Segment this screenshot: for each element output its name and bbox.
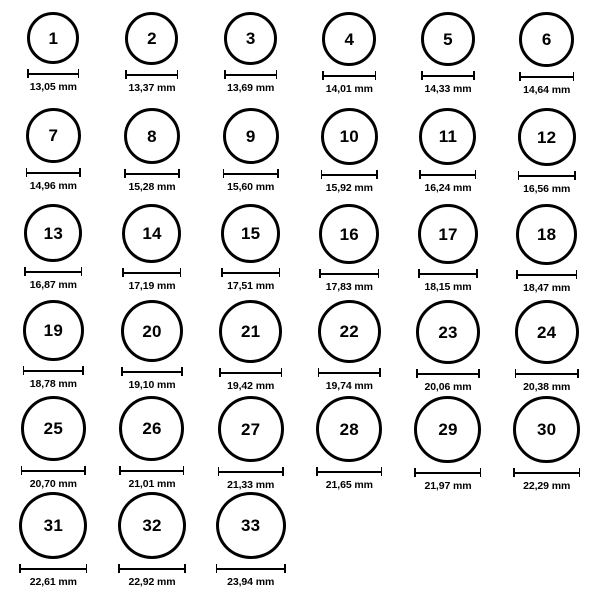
ring-circle (418, 204, 478, 264)
measure-bar (24, 271, 82, 273)
diameter-measure-line (515, 369, 579, 378)
measure-tick-left (516, 270, 518, 279)
measure-tick-right (180, 268, 182, 277)
ring-size-number: 26 (142, 419, 162, 438)
measure-bar (119, 470, 184, 472)
diameter-measure-line (223, 169, 279, 178)
measure-tick-right (281, 368, 283, 377)
diameter-label: 17,19 mm (128, 280, 176, 292)
ring-size-cell (399, 12, 498, 108)
diameter-label: 15,60 mm (227, 181, 275, 193)
diameter-label: 20,70 mm (29, 478, 77, 490)
diameter-label: 16,56 mm (523, 183, 571, 195)
diameter-label: 18,47 mm (523, 282, 571, 294)
ring-size-cell (300, 204, 399, 300)
measure-tick-right (183, 466, 185, 475)
measure-bar (219, 372, 282, 374)
ring-size-number: 27 (241, 419, 261, 439)
ring-circle (316, 396, 382, 462)
measure-tick-right (378, 269, 380, 278)
ring-size-cell (399, 204, 498, 300)
diameter-measure-line (23, 366, 84, 375)
ring-size-cell (103, 396, 202, 492)
ring-size-number: 17 (438, 224, 458, 244)
measure-tick-right (376, 170, 378, 179)
measure-tick-right (279, 268, 281, 277)
ring-circle (519, 12, 574, 67)
ring-circle (124, 108, 180, 164)
measure-tick-right (473, 71, 475, 80)
measure-tick-left (322, 71, 324, 80)
ring-size-cell (497, 12, 596, 108)
measure-tick-right (480, 468, 482, 477)
diameter-measure-line (516, 270, 577, 279)
ring-size-cell (103, 108, 202, 204)
measure-tick-right (79, 168, 81, 177)
measure-tick-left (23, 366, 25, 375)
diameter-measure-line (218, 467, 284, 476)
measure-bar (223, 173, 279, 175)
diameter-measure-line (119, 466, 184, 475)
measure-bar (414, 472, 481, 474)
ring-size-number: 6 (541, 30, 552, 49)
ring-size-cell (399, 300, 498, 396)
measure-tick-right (276, 70, 278, 79)
ring-circle (216, 492, 286, 559)
diameter-measure-line (319, 269, 379, 278)
ring-size-number: 8 (147, 126, 157, 146)
measure-bar (418, 273, 478, 275)
diameter-label: 21,01 mm (128, 478, 176, 490)
measure-tick-left (416, 369, 418, 378)
diameter-measure-line (518, 171, 576, 180)
diameter-measure-line (24, 267, 82, 276)
measure-tick-right (178, 169, 180, 178)
ring-size-cell (201, 300, 300, 396)
diameter-measure-line (122, 268, 181, 277)
measure-bar (419, 174, 476, 176)
ring-size-number: 31 (43, 516, 63, 536)
ring-circle (119, 396, 184, 461)
ring-size-cell (201, 204, 300, 300)
ring-size-number: 30 (537, 420, 557, 439)
ring-size-number: 22 (339, 322, 359, 341)
ring-circle (224, 12, 277, 65)
diameter-label: 14,33 mm (424, 83, 472, 95)
measure-tick-left (318, 368, 320, 377)
measure-tick-left (24, 267, 26, 276)
ring-size-number: 3 (245, 29, 256, 48)
measure-tick-right (181, 367, 183, 376)
measure-bar (121, 371, 183, 373)
ring-size-number: 33 (241, 516, 261, 536)
measure-tick-left (319, 269, 321, 278)
measure-tick-right (576, 270, 578, 279)
measure-tick-right (78, 69, 80, 78)
measure-bar (321, 174, 378, 176)
ring-circle (318, 300, 381, 363)
measure-tick-right (277, 169, 279, 178)
measure-bar (318, 372, 381, 374)
ring-size-cell (399, 396, 498, 492)
measure-tick-right (282, 467, 284, 476)
ring-size-number: 4 (344, 29, 355, 49)
diameter-measure-line (219, 368, 282, 377)
measure-tick-left (122, 268, 124, 277)
diameter-measure-line (513, 468, 580, 477)
ring-circle (223, 108, 279, 164)
measure-tick-left (513, 468, 515, 477)
ring-size-cell (103, 12, 202, 108)
ring-circle (24, 204, 82, 262)
ring-size-number: 32 (142, 516, 162, 536)
diameter-measure-line (21, 466, 86, 475)
diameter-label: 13,05 mm (29, 81, 77, 93)
diameter-measure-line (416, 369, 480, 378)
measure-tick-right (84, 466, 86, 475)
ring-size-cell (201, 108, 300, 204)
measure-tick-left (124, 169, 126, 178)
ring-circle (322, 12, 376, 66)
ring-size-number: 13 (43, 223, 63, 243)
diameter-measure-line (421, 71, 475, 80)
ring-size-cell (4, 492, 103, 588)
ring-size-cell (497, 108, 596, 204)
measure-bar (316, 471, 382, 473)
ring-circle (421, 12, 475, 66)
ring-size-number: 2 (147, 29, 157, 48)
measure-tick-right (177, 70, 179, 79)
diameter-measure-line (221, 268, 280, 277)
ring-circle (121, 300, 183, 362)
ring-size-cell (103, 492, 202, 588)
measure-tick-left (418, 269, 420, 278)
measure-tick-right (284, 564, 286, 573)
measure-tick-right (375, 71, 377, 80)
ring-size-number: 19 (43, 321, 63, 340)
measure-tick-left (224, 70, 226, 79)
ring-size-number: 20 (142, 321, 162, 341)
ring-circle (19, 492, 87, 559)
ring-size-number: 12 (537, 127, 557, 147)
ring-size-number: 7 (48, 126, 59, 145)
measure-tick-left (321, 170, 323, 179)
measure-tick-left (27, 69, 29, 78)
ring-size-cell (497, 396, 596, 492)
diameter-label: 23,94 mm (227, 576, 275, 588)
ring-circle (515, 300, 579, 364)
ring-size-cell (103, 300, 202, 396)
measure-tick-right (476, 269, 478, 278)
diameter-measure-line (316, 467, 382, 476)
measure-bar (125, 74, 178, 76)
measure-tick-right (478, 369, 480, 378)
measure-bar (216, 568, 286, 570)
measure-bar (513, 472, 580, 474)
measure-tick-right (379, 368, 381, 377)
measure-tick-right (573, 72, 575, 81)
diameter-measure-line (121, 367, 183, 376)
diameter-measure-line (419, 170, 476, 179)
measure-tick-left (518, 171, 520, 180)
ring-circle (26, 108, 81, 163)
measure-tick-right (579, 468, 581, 477)
measure-tick-left (121, 367, 123, 376)
measure-tick-right (574, 171, 576, 180)
ring-circle (513, 396, 580, 463)
ring-size-number: 10 (339, 127, 359, 146)
diameter-label: 22,29 mm (523, 480, 571, 492)
measure-tick-right (475, 170, 477, 179)
measure-tick-right (86, 564, 88, 573)
diameter-label: 16,87 mm (29, 279, 77, 291)
ring-size-number: 15 (241, 224, 261, 243)
ring-size-number: 28 (339, 419, 359, 439)
ring-size-cell (4, 108, 103, 204)
diameter-measure-line (318, 368, 381, 377)
ring-circle (21, 396, 86, 461)
diameter-label: 18,78 mm (29, 378, 77, 390)
ring-size-cell (300, 108, 399, 204)
ring-circle (321, 108, 378, 165)
measure-bar (124, 173, 180, 175)
ring-size-number: 24 (537, 322, 557, 342)
measure-tick-right (577, 369, 579, 378)
measure-bar (224, 74, 277, 76)
measure-tick-left (125, 70, 127, 79)
ring-size-cell (399, 108, 498, 204)
measure-tick-left (21, 466, 23, 475)
measure-bar (221, 272, 280, 274)
measure-tick-left (219, 368, 221, 377)
diameter-measure-line (224, 70, 277, 79)
measure-bar (122, 272, 181, 274)
measure-tick-left (118, 564, 120, 573)
measure-bar (515, 373, 579, 375)
measure-bar (27, 73, 79, 75)
measure-bar (322, 75, 376, 77)
diameter-measure-line (418, 269, 478, 278)
ring-circle (416, 300, 480, 364)
ring-size-cell (300, 396, 399, 492)
measure-bar (421, 75, 475, 77)
diameter-label: 15,28 mm (128, 181, 176, 193)
measure-tick-left (519, 72, 521, 81)
ring-circle (414, 396, 481, 463)
ring-size-cell (201, 12, 300, 108)
ring-circle (221, 204, 280, 263)
diameter-label: 15,92 mm (325, 182, 373, 194)
ring-size-number: 11 (438, 127, 458, 146)
ring-circle (219, 300, 282, 363)
diameter-label: 21,33 mm (227, 479, 275, 491)
measure-tick-left (419, 170, 421, 179)
ring-circle (122, 204, 181, 263)
diameter-measure-line (124, 169, 180, 178)
measure-tick-left (414, 468, 416, 477)
measure-tick-right (81, 267, 83, 276)
measure-bar (23, 370, 84, 372)
diameter-label: 18,15 mm (424, 281, 472, 293)
ring-size-number: 1 (48, 28, 59, 48)
diameter-label: 21,65 mm (325, 479, 373, 491)
measure-tick-right (82, 366, 84, 375)
ring-size-grid (4, 12, 596, 588)
measure-tick-left (216, 564, 218, 573)
diameter-measure-line (322, 71, 376, 80)
ring-size-number: 16 (339, 224, 359, 244)
ring-size-cell (4, 204, 103, 300)
ring-size-cell (300, 300, 399, 396)
ring-size-cell (497, 204, 596, 300)
diameter-measure-line (216, 564, 286, 573)
ring-size-cell (300, 12, 399, 108)
measure-tick-right (184, 564, 186, 573)
diameter-measure-line (118, 564, 186, 573)
measure-bar (518, 175, 576, 177)
ring-circle (218, 396, 284, 462)
diameter-label: 19,10 mm (128, 379, 176, 391)
diameter-label: 17,83 mm (325, 281, 373, 293)
measure-tick-left (26, 168, 28, 177)
ring-circle (516, 204, 577, 265)
diameter-label: 19,74 mm (325, 380, 373, 392)
measure-tick-left (19, 564, 21, 573)
measure-tick-left (221, 268, 223, 277)
measure-tick-left (421, 71, 423, 80)
ring-circle (319, 204, 379, 264)
measure-tick-left (218, 467, 220, 476)
measure-tick-left (316, 467, 318, 476)
measure-bar (19, 568, 87, 570)
diameter-label: 13,69 mm (227, 82, 275, 94)
ring-size-number: 25 (43, 419, 63, 438)
measure-bar (416, 373, 480, 375)
measure-bar (516, 274, 577, 276)
ring-circle (125, 12, 178, 65)
measure-tick-right (381, 467, 383, 476)
ring-size-cell (4, 300, 103, 396)
ring-size-cell (4, 396, 103, 492)
ring-size-cell (201, 396, 300, 492)
measure-bar (118, 568, 186, 570)
ring-size-number: 29 (438, 420, 458, 439)
diameter-label: 14,64 mm (523, 84, 571, 96)
ring-size-number: 9 (245, 126, 256, 146)
diameter-measure-line (414, 468, 481, 477)
diameter-label: 22,92 mm (128, 576, 176, 588)
diameter-label: 13,37 mm (128, 82, 176, 94)
diameter-label: 20,38 mm (523, 381, 571, 393)
diameter-label: 22,61 mm (29, 576, 77, 588)
measure-bar (519, 76, 574, 78)
measure-tick-left (119, 466, 121, 475)
measure-tick-left (223, 169, 225, 178)
ring-size-number: 5 (443, 29, 453, 49)
ring-size-cell (201, 492, 300, 588)
ring-size-number: 23 (438, 322, 458, 342)
measure-bar (218, 471, 284, 473)
ring-size-cell (103, 204, 202, 300)
ring-size-number: 14 (142, 224, 162, 243)
diameter-measure-line (27, 69, 79, 78)
diameter-label: 21,97 mm (424, 480, 472, 492)
measure-bar (21, 470, 86, 472)
diameter-measure-line (26, 168, 81, 177)
diameter-label: 14,96 mm (29, 180, 77, 192)
ring-size-cell (4, 12, 103, 108)
ring-circle (118, 492, 186, 559)
diameter-label: 14,01 mm (325, 83, 373, 95)
diameter-measure-line (321, 170, 378, 179)
diameter-measure-line (519, 72, 574, 81)
ring-size-cell (497, 300, 596, 396)
diameter-label: 16,24 mm (424, 182, 472, 194)
diameter-measure-line (19, 564, 87, 573)
ring-circle (27, 12, 79, 64)
diameter-label: 20,06 mm (424, 381, 472, 393)
diameter-label: 19,42 mm (227, 380, 275, 392)
ring-size-number: 21 (241, 322, 261, 341)
ring-circle (419, 108, 476, 165)
measure-bar (26, 172, 81, 174)
ring-circle (23, 300, 84, 361)
diameter-label: 17,51 mm (227, 280, 275, 292)
diameter-measure-line (125, 70, 178, 79)
ring-circle (518, 108, 576, 166)
measure-bar (319, 273, 379, 275)
ring-size-number: 18 (537, 225, 557, 244)
measure-tick-left (515, 369, 517, 378)
